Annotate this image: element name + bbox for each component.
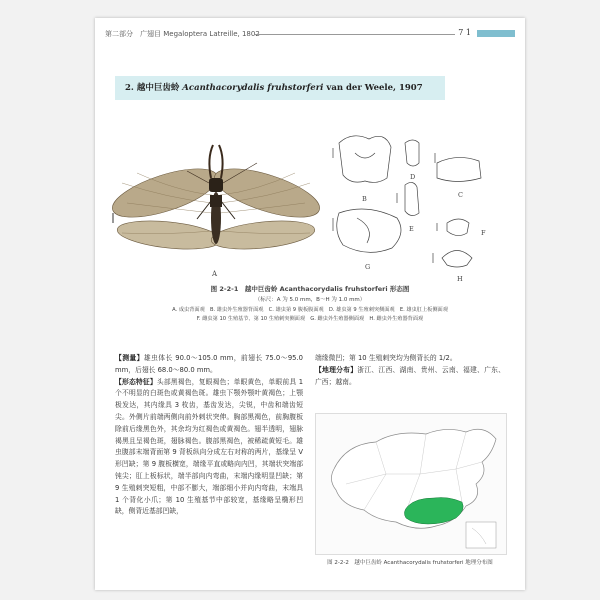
genitalia-drawings bbox=[333, 136, 481, 267]
caption-title: 图 2-2-1 越中巨齿蛉 Acanthacorydalis fruhstorferi 形态图 bbox=[210, 285, 410, 293]
measure-tag: 【测量】 bbox=[115, 354, 144, 362]
measure-body: 雄虫体长 90.0～105.0 mm，前翅长 75.0～95.0 mm，后翅长 68.0～80.0 mm。 bbox=[115, 354, 303, 374]
fig-label-h: H bbox=[457, 275, 463, 283]
caption-line-2: F. 雌虫第 10 生殖基节、第 10 生殖刺突侧面观 G. 雌虫外生殖器侧面观 H. 雌虫外生殖器背面观 bbox=[196, 316, 424, 322]
figure-caption bbox=[115, 284, 505, 324]
fig-label-d: D bbox=[410, 173, 416, 181]
right-continuation: 端缘微凹；第 10 生殖刺突均为侧背长的 1/2。 bbox=[315, 354, 457, 362]
map-caption: 图 2-2-2 越中巨齿蛉 Acanthacorydalis fruhstorferi 地理分布图 bbox=[327, 560, 493, 566]
distribution-body: 浙江、江西、湖南、贵州、云南、福建、广东、广西；越南。 bbox=[315, 365, 506, 386]
morph-paragraph bbox=[115, 377, 303, 519]
morph-body: 头部黑褐色，复眼褐色；单眼黄色，单眼前具 1 个不明显的白斑色或黄褐色斑。雄虫下颚外颚叶黄褐色；上颚极发达，其内缘具 3 枚齿，基齿发达，尖锐，中齿和端齿短尖。外侧片前端两侧向前外刺状突伸。胸部黑褐色，前胸腹板除前后缘黑色外，其余均为红褐色或黄褐色。翅半透明，翅脉褐黑且呈褐色斑，翅脉褐色。腹部黑褐色，被稀疏黄短毛。雄虫腹部末端背面第 9 背板纵向分成左右对称的两片，基缘呈 V 形凹缺；第 9 腹板横宽，端缘平直或略向内凹，其端状突端部钝尖；肛上板标状，端半部向内弯曲，末端内缘明显凹缺；第 9 生殖刺突短粗，中部不膨大，端部细小并向内弯曲，末端具 1 个背化小爪；第 10 生殖基节中部较宽，基缘略呈椭形凹缺，侧背近基部凹缺， bbox=[115, 377, 304, 516]
title-cn: 2. 越中巨齿蛉 bbox=[125, 83, 183, 93]
right-column bbox=[315, 353, 505, 388]
morphology-plate bbox=[107, 123, 517, 288]
page-number: 7 1 bbox=[458, 28, 471, 37]
fig-label-b: B bbox=[362, 195, 367, 203]
distribution-tag: 【地理分布】 bbox=[315, 365, 358, 374]
fig-label-f: F bbox=[481, 229, 486, 237]
distribution-paragraph bbox=[315, 365, 505, 389]
caption-line-1: A. 成虫背面观 B. 雄虫外生殖器背面观 C. 雄虫第 9 腹板腹面观 D. 雄虫第 9 生殖刺突侧面观 E. 雄虫肛上板侧面观 bbox=[172, 307, 448, 313]
china-map-graphic bbox=[316, 414, 506, 554]
distribution-map bbox=[315, 413, 507, 555]
header-accent-bar bbox=[477, 30, 515, 37]
book-page bbox=[95, 18, 525, 590]
species-title bbox=[115, 76, 445, 100]
header-section: 第二部分 广翅目 Megaloptera Latreille, 1802 bbox=[105, 30, 260, 38]
left-column bbox=[115, 353, 303, 518]
title-author: van der Weele, 1907 bbox=[323, 83, 423, 93]
title-latin: Acanthacorydalis fruhstorferi bbox=[182, 83, 324, 93]
morphology-figure bbox=[107, 123, 517, 288]
fig-label-a: A bbox=[212, 270, 218, 278]
caption-scale: （标尺：A 为 5.0 mm，B～H 为 1.0 mm） bbox=[254, 297, 366, 303]
fig-label-e: E bbox=[409, 225, 414, 233]
fig-label-c: C bbox=[458, 191, 463, 199]
header-rule bbox=[255, 34, 455, 35]
morph-tag: 【形态特征】 bbox=[115, 377, 157, 386]
south-sea-inset bbox=[466, 522, 496, 548]
fig-label-g: G bbox=[365, 263, 371, 271]
adult-insect-image bbox=[107, 145, 325, 253]
measure-paragraph bbox=[115, 353, 303, 377]
running-header bbox=[105, 27, 515, 41]
